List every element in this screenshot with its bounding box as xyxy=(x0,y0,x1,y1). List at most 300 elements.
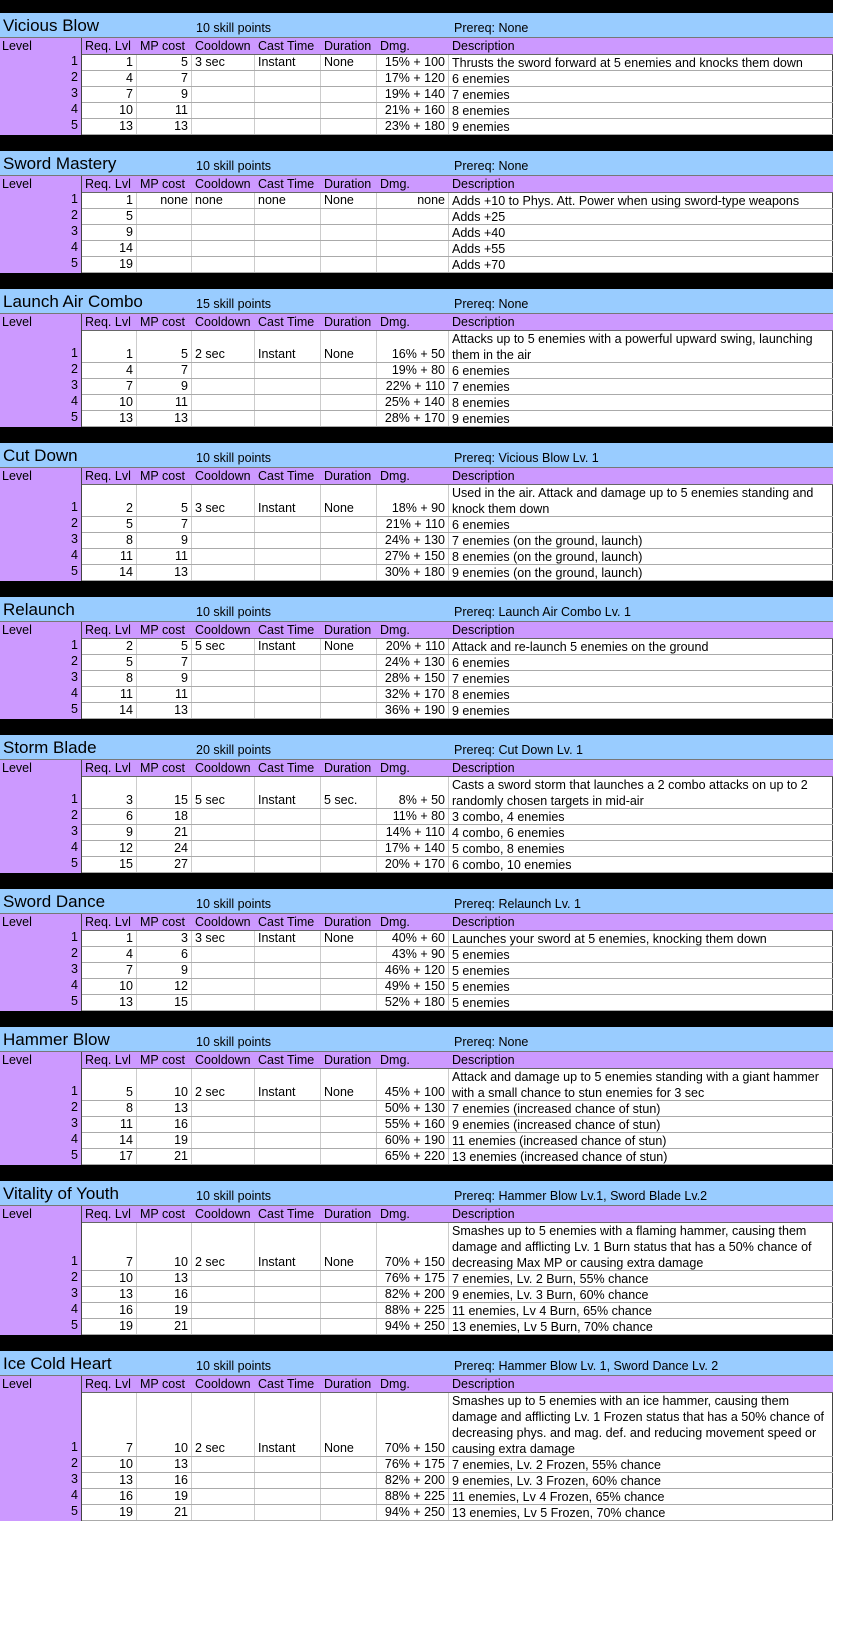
column-header-desc: Description xyxy=(452,1377,515,1391)
cell-cast xyxy=(255,1319,321,1334)
cell-mp: 5 xyxy=(137,639,192,654)
cell-cooldown xyxy=(192,363,255,378)
column-header-desc: Description xyxy=(452,177,515,191)
cell-duration: None xyxy=(321,55,377,70)
skill-name: Launch Air Combo xyxy=(3,292,143,311)
cell-req: 11 xyxy=(82,1117,137,1132)
level-number: 4 xyxy=(71,1302,78,1316)
cell-dmg: 32% + 170 xyxy=(377,687,449,702)
column-header-mp: MP cost xyxy=(140,315,185,329)
column-header-mp: MP cost xyxy=(140,623,185,637)
column-header-mp: MP cost xyxy=(140,1053,185,1067)
cell-cast: Instant xyxy=(255,485,321,516)
column-header-desc: Description xyxy=(452,1053,515,1067)
cell-mp: 13 xyxy=(137,1457,192,1472)
cell-duration xyxy=(321,87,377,102)
cell-desc: 8 enemies xyxy=(449,395,833,410)
table-row xyxy=(82,103,833,119)
cell-cast xyxy=(255,979,321,994)
cell-desc: 9 enemies xyxy=(449,411,833,426)
skill-name: Hammer Blow xyxy=(3,1030,110,1049)
cell-req: 19 xyxy=(82,1505,137,1520)
cell-cast xyxy=(255,241,321,256)
table-row xyxy=(82,331,833,363)
table-row xyxy=(82,549,833,565)
cell-req: 2 xyxy=(82,485,137,516)
cell-mp xyxy=(137,241,192,256)
cell-cast xyxy=(255,1489,321,1504)
cell-desc: 7 enemies, Lv. 2 Frozen, 55% chance xyxy=(449,1457,833,1472)
cell-duration xyxy=(321,103,377,118)
cell-cooldown xyxy=(192,1287,255,1302)
cell-cast: none xyxy=(255,193,321,208)
cell-mp: 16 xyxy=(137,1287,192,1302)
level-column xyxy=(0,622,82,719)
cell-dmg: 70% + 150 xyxy=(377,1223,449,1270)
level-number: 2 xyxy=(71,208,78,222)
table-row xyxy=(82,379,833,395)
skill-prereq: Prereq: Cut Down Lv. 1 xyxy=(454,743,583,757)
cell-cooldown xyxy=(192,655,255,670)
skill-section xyxy=(0,13,833,135)
level-column xyxy=(0,468,82,581)
table-row xyxy=(82,995,833,1011)
cell-cast xyxy=(255,1473,321,1488)
skill-name: Vicious Blow xyxy=(3,16,100,35)
column-header-cooldown: Cooldown xyxy=(195,1053,251,1067)
cell-cooldown xyxy=(192,565,255,580)
column-header-duration: Duration xyxy=(324,39,372,53)
cell-desc: 5 enemies xyxy=(449,995,833,1010)
cell-dmg: 50% + 130 xyxy=(377,1101,449,1116)
cell-duration xyxy=(321,565,377,580)
cell-req: 5 xyxy=(82,655,137,670)
skill-title-row xyxy=(0,1351,833,1376)
cell-req: 4 xyxy=(82,947,137,962)
cell-req: 11 xyxy=(82,549,137,564)
column-header-req: Req. Lvl xyxy=(85,1377,131,1391)
cell-req: 5 xyxy=(82,209,137,224)
table-row xyxy=(82,1473,833,1489)
column-header-duration: Duration xyxy=(324,177,372,191)
cell-mp: 7 xyxy=(137,517,192,532)
cell-duration: 5 sec. xyxy=(321,777,377,808)
section-divider xyxy=(0,0,833,13)
column-header-cooldown: Cooldown xyxy=(195,915,251,929)
table-row xyxy=(82,411,833,427)
cell-req: 13 xyxy=(82,119,137,134)
cell-dmg: 88% + 225 xyxy=(377,1489,449,1504)
level-number: 3 xyxy=(71,1472,78,1486)
cell-cooldown xyxy=(192,687,255,702)
skill-points: 10 skill points xyxy=(196,1189,272,1203)
cell-req: 13 xyxy=(82,411,137,426)
cell-dmg: 88% + 225 xyxy=(377,1303,449,1318)
section-divider xyxy=(0,1165,833,1181)
skill-prereq: Prereq: Relaunch Lv. 1 xyxy=(454,897,581,911)
cell-req: 14 xyxy=(82,241,137,256)
cell-desc: Attack and re-launch 5 enemies on the ground xyxy=(449,639,833,654)
column-header-desc: Description xyxy=(452,623,515,637)
column-header-mp: MP cost xyxy=(140,469,185,483)
skill-section xyxy=(0,1351,833,1521)
cell-cast xyxy=(255,257,321,272)
skill-prereq: Prereq: None xyxy=(454,159,529,173)
cell-mp: 10 xyxy=(137,1223,192,1270)
cell-cast xyxy=(255,1149,321,1164)
cell-mp: 10 xyxy=(137,1393,192,1456)
level-number: 2 xyxy=(71,946,78,960)
skill-name: Storm Blade xyxy=(3,738,97,757)
cell-dmg xyxy=(377,241,449,256)
level-column xyxy=(0,914,82,1011)
cell-duration xyxy=(321,241,377,256)
cell-desc: 5 enemies xyxy=(449,963,833,978)
level-number: 3 xyxy=(71,962,78,976)
cell-duration xyxy=(321,1271,377,1286)
cell-cast xyxy=(255,1117,321,1132)
cell-desc: Adds +25 xyxy=(449,209,833,224)
table-row xyxy=(82,1117,833,1133)
cell-desc: 5 enemies xyxy=(449,979,833,994)
cell-req: 11 xyxy=(82,687,137,702)
cell-desc: 6 enemies xyxy=(449,655,833,670)
cell-dmg: 20% + 170 xyxy=(377,857,449,872)
cell-duration xyxy=(321,257,377,272)
cell-desc: Casts a sword storm that launches a 2 combo attacks on up to 2 randomly chosen targets in mid-air xyxy=(449,777,833,808)
cell-cast xyxy=(255,947,321,962)
cell-cast xyxy=(255,549,321,564)
level-column xyxy=(0,1376,82,1521)
cell-cooldown: 5 sec xyxy=(192,639,255,654)
skill-points: 10 skill points xyxy=(196,605,272,619)
table-row xyxy=(82,193,833,209)
column-header-mp: MP cost xyxy=(140,1377,185,1391)
skill-section xyxy=(0,597,833,719)
cell-mp: 21 xyxy=(137,1149,192,1164)
skill-prereq: Prereq: Launch Air Combo Lv. 1 xyxy=(454,605,631,619)
level-header: Level xyxy=(2,1207,32,1221)
cell-cast xyxy=(255,87,321,102)
cell-mp: 13 xyxy=(137,703,192,718)
level-number: 1 xyxy=(71,500,78,514)
cell-duration xyxy=(321,1489,377,1504)
skill-points: 10 skill points xyxy=(196,159,272,173)
table-row xyxy=(82,825,833,841)
cell-dmg: 45% + 100 xyxy=(377,1069,449,1100)
cell-mp: 21 xyxy=(137,825,192,840)
cell-dmg: 76% + 175 xyxy=(377,1271,449,1286)
cell-duration xyxy=(321,687,377,702)
skill-title-row xyxy=(0,597,833,622)
cell-req: 10 xyxy=(82,1457,137,1472)
cell-cast xyxy=(255,565,321,580)
column-header-req: Req. Lvl xyxy=(85,1207,131,1221)
column-header-dmg: Dmg. xyxy=(380,39,410,53)
skill-title-row xyxy=(0,151,833,176)
table-row xyxy=(82,1287,833,1303)
cell-cooldown xyxy=(192,517,255,532)
cell-cooldown xyxy=(192,1101,255,1116)
cell-duration xyxy=(321,1117,377,1132)
cell-req: 15 xyxy=(82,857,137,872)
cell-mp: 9 xyxy=(137,87,192,102)
skill-points: 10 skill points xyxy=(196,451,272,465)
cell-cooldown: 5 sec xyxy=(192,777,255,808)
level-column xyxy=(0,1206,82,1335)
level-number: 1 xyxy=(71,1084,78,1098)
cell-cast: Instant xyxy=(255,55,321,70)
cell-dmg: 24% + 130 xyxy=(377,655,449,670)
cell-cast xyxy=(255,1303,321,1318)
level-number: 3 xyxy=(71,378,78,392)
cell-cooldown xyxy=(192,103,255,118)
cell-req: 4 xyxy=(82,363,137,378)
column-header-cast: Cast Time xyxy=(258,315,315,329)
skill-name: Sword Dance xyxy=(3,892,106,911)
cell-mp: 24 xyxy=(137,841,192,856)
cell-mp: 27 xyxy=(137,857,192,872)
cell-desc: 7 enemies (increased chance of stun) xyxy=(449,1101,833,1116)
cell-dmg: 15% + 100 xyxy=(377,55,449,70)
cell-cast xyxy=(255,395,321,410)
cell-duration xyxy=(321,671,377,686)
cell-cooldown xyxy=(192,411,255,426)
cell-cooldown xyxy=(192,533,255,548)
cell-duration: None xyxy=(321,485,377,516)
cell-req: 1 xyxy=(82,931,137,946)
cell-req: 8 xyxy=(82,671,137,686)
skill-title-row xyxy=(0,443,833,468)
skill-title-row xyxy=(0,1181,833,1206)
cell-mp: 13 xyxy=(137,1101,192,1116)
level-number: 2 xyxy=(71,1270,78,1284)
column-header-req: Req. Lvl xyxy=(85,315,131,329)
cell-duration: None xyxy=(321,639,377,654)
column-header-cooldown: Cooldown xyxy=(195,315,251,329)
cell-req: 13 xyxy=(82,1287,137,1302)
cell-dmg: 60% + 190 xyxy=(377,1133,449,1148)
level-number: 1 xyxy=(71,54,78,68)
cell-cooldown xyxy=(192,1505,255,1520)
cell-desc: Adds +10 to Phys. Att. Power when using sword-type weapons xyxy=(449,193,833,208)
level-column xyxy=(0,1052,82,1165)
cell-duration xyxy=(321,363,377,378)
level-number: 4 xyxy=(71,394,78,408)
cell-cast: Instant xyxy=(255,931,321,946)
cell-desc: Smashes up to 5 enemies with a flaming hammer, causing them damage and afflicting Lv. 1 Burn status that has a 50% chance of decreasing Max MP or causing extra damage xyxy=(449,1223,833,1270)
cell-mp: 16 xyxy=(137,1473,192,1488)
cell-desc: 11 enemies (increased chance of stun) xyxy=(449,1133,833,1148)
cell-duration xyxy=(321,979,377,994)
cell-dmg: 49% + 150 xyxy=(377,979,449,994)
column-header-mp: MP cost xyxy=(140,915,185,929)
table-row xyxy=(82,655,833,671)
column-header-dmg: Dmg. xyxy=(380,623,410,637)
level-number: 5 xyxy=(71,1504,78,1518)
cell-cooldown xyxy=(192,71,255,86)
table-row xyxy=(82,55,833,71)
cell-dmg: 16% + 50 xyxy=(377,331,449,362)
cell-cooldown xyxy=(192,947,255,962)
cell-mp: 19 xyxy=(137,1303,192,1318)
cell-desc: 9 enemies xyxy=(449,119,833,134)
cell-req: 7 xyxy=(82,379,137,394)
column-header-cooldown: Cooldown xyxy=(195,177,251,191)
table-row xyxy=(82,777,833,809)
level-number: 5 xyxy=(71,118,78,132)
cell-desc: 6 enemies xyxy=(449,363,833,378)
skill-section xyxy=(0,151,833,273)
level-column xyxy=(0,760,82,873)
table-row xyxy=(82,857,833,873)
column-header-dmg: Dmg. xyxy=(380,761,410,775)
level-number: 1 xyxy=(71,930,78,944)
level-number: 5 xyxy=(71,564,78,578)
section-divider xyxy=(0,427,833,443)
cell-req: 7 xyxy=(82,87,137,102)
cell-dmg: 46% + 120 xyxy=(377,963,449,978)
cell-dmg: 17% + 140 xyxy=(377,841,449,856)
cell-cooldown: 2 sec xyxy=(192,1393,255,1456)
cell-dmg: 65% + 220 xyxy=(377,1149,449,1164)
column-header-desc: Description xyxy=(452,39,515,53)
cell-desc: Adds +55 xyxy=(449,241,833,256)
cell-req: 1 xyxy=(82,55,137,70)
skill-prereq: Prereq: None xyxy=(454,1035,529,1049)
cell-desc: 3 combo, 4 enemies xyxy=(449,809,833,824)
table-row xyxy=(82,1457,833,1473)
cell-cast xyxy=(255,533,321,548)
cell-duration xyxy=(321,655,377,670)
skill-section xyxy=(0,443,833,581)
cell-dmg: 70% + 150 xyxy=(377,1393,449,1456)
cell-req: 13 xyxy=(82,1473,137,1488)
cell-cast xyxy=(255,1457,321,1472)
column-header-desc: Description xyxy=(452,1207,515,1221)
level-number: 5 xyxy=(71,1318,78,1332)
cell-req: 10 xyxy=(82,103,137,118)
cell-req: 12 xyxy=(82,841,137,856)
table-row xyxy=(82,1223,833,1271)
cell-duration xyxy=(321,947,377,962)
cell-dmg: 55% + 160 xyxy=(377,1117,449,1132)
cell-mp: 7 xyxy=(137,655,192,670)
level-number: 1 xyxy=(71,346,78,360)
cell-desc: 13 enemies, Lv 5 Burn, 70% chance xyxy=(449,1319,833,1334)
cell-duration xyxy=(321,119,377,134)
cell-desc: 9 enemies, Lv. 3 Frozen, 60% chance xyxy=(449,1473,833,1488)
column-header-duration: Duration xyxy=(324,915,372,929)
cell-cast xyxy=(255,209,321,224)
cell-desc: 9 enemies (on the ground, launch) xyxy=(449,565,833,580)
skill-points: 10 skill points xyxy=(196,21,272,35)
cell-req: 17 xyxy=(82,1149,137,1164)
level-number: 4 xyxy=(71,102,78,116)
cell-desc: Adds +70 xyxy=(449,257,833,272)
cell-desc: 13 enemies, Lv 5 Frozen, 70% chance xyxy=(449,1505,833,1520)
cell-req: 7 xyxy=(82,1223,137,1270)
cell-dmg: 76% + 175 xyxy=(377,1457,449,1472)
level-number: 4 xyxy=(71,978,78,992)
table-row xyxy=(82,809,833,825)
column-header-cast: Cast Time xyxy=(258,623,315,637)
level-number: 5 xyxy=(71,410,78,424)
cell-dmg: 28% + 170 xyxy=(377,411,449,426)
cell-req: 14 xyxy=(82,1133,137,1148)
cell-duration xyxy=(321,1101,377,1116)
skill-title-row xyxy=(0,1027,833,1052)
cell-cast xyxy=(255,995,321,1010)
cell-mp: 15 xyxy=(137,995,192,1010)
cell-req: 16 xyxy=(82,1303,137,1318)
cell-duration: None xyxy=(321,1223,377,1270)
cell-desc: 9 enemies, Lv. 3 Burn, 60% chance xyxy=(449,1287,833,1302)
cell-desc: 6 enemies xyxy=(449,517,833,532)
table-row xyxy=(82,1101,833,1117)
cell-dmg: 21% + 160 xyxy=(377,103,449,118)
table-row xyxy=(82,209,833,225)
cell-mp: 9 xyxy=(137,533,192,548)
column-header-dmg: Dmg. xyxy=(380,177,410,191)
column-header-req: Req. Lvl xyxy=(85,1053,131,1067)
cell-duration xyxy=(321,703,377,718)
cell-mp: 21 xyxy=(137,1319,192,1334)
cell-duration xyxy=(321,841,377,856)
skill-section xyxy=(0,1181,833,1335)
cell-cast xyxy=(255,1287,321,1302)
cell-duration xyxy=(321,857,377,872)
cell-cast xyxy=(255,963,321,978)
cell-duration xyxy=(321,411,377,426)
skill-name: Relaunch xyxy=(3,600,75,619)
cell-duration xyxy=(321,549,377,564)
level-number: 1 xyxy=(71,792,78,806)
cell-duration xyxy=(321,825,377,840)
cell-duration: None xyxy=(321,1069,377,1100)
cell-duration xyxy=(321,1505,377,1520)
level-header: Level xyxy=(2,915,32,929)
cell-cast xyxy=(255,517,321,532)
cell-mp: 5 xyxy=(137,485,192,516)
cell-req: 5 xyxy=(82,1069,137,1100)
level-number: 1 xyxy=(71,192,78,206)
cell-mp: 7 xyxy=(137,363,192,378)
section-divider xyxy=(0,719,833,735)
level-header: Level xyxy=(2,39,32,53)
cell-cooldown xyxy=(192,1319,255,1334)
cell-desc: 11 enemies, Lv 4 Frozen, 65% chance xyxy=(449,1489,833,1504)
cell-dmg: 52% + 180 xyxy=(377,995,449,1010)
cell-cooldown xyxy=(192,1271,255,1286)
cell-dmg: 25% + 140 xyxy=(377,395,449,410)
cell-mp: 7 xyxy=(137,71,192,86)
level-column xyxy=(0,176,82,273)
cell-mp: 9 xyxy=(137,671,192,686)
cell-duration xyxy=(321,1457,377,1472)
level-number: 2 xyxy=(71,516,78,530)
skill-points: 20 skill points xyxy=(196,743,272,757)
cell-cooldown xyxy=(192,1303,255,1318)
level-header: Level xyxy=(2,177,32,191)
cell-cooldown xyxy=(192,395,255,410)
cell-dmg: none xyxy=(377,193,449,208)
cell-duration xyxy=(321,809,377,824)
level-number: 3 xyxy=(71,532,78,546)
cell-req: 8 xyxy=(82,1101,137,1116)
cell-duration xyxy=(321,1303,377,1318)
cell-mp: 21 xyxy=(137,1505,192,1520)
